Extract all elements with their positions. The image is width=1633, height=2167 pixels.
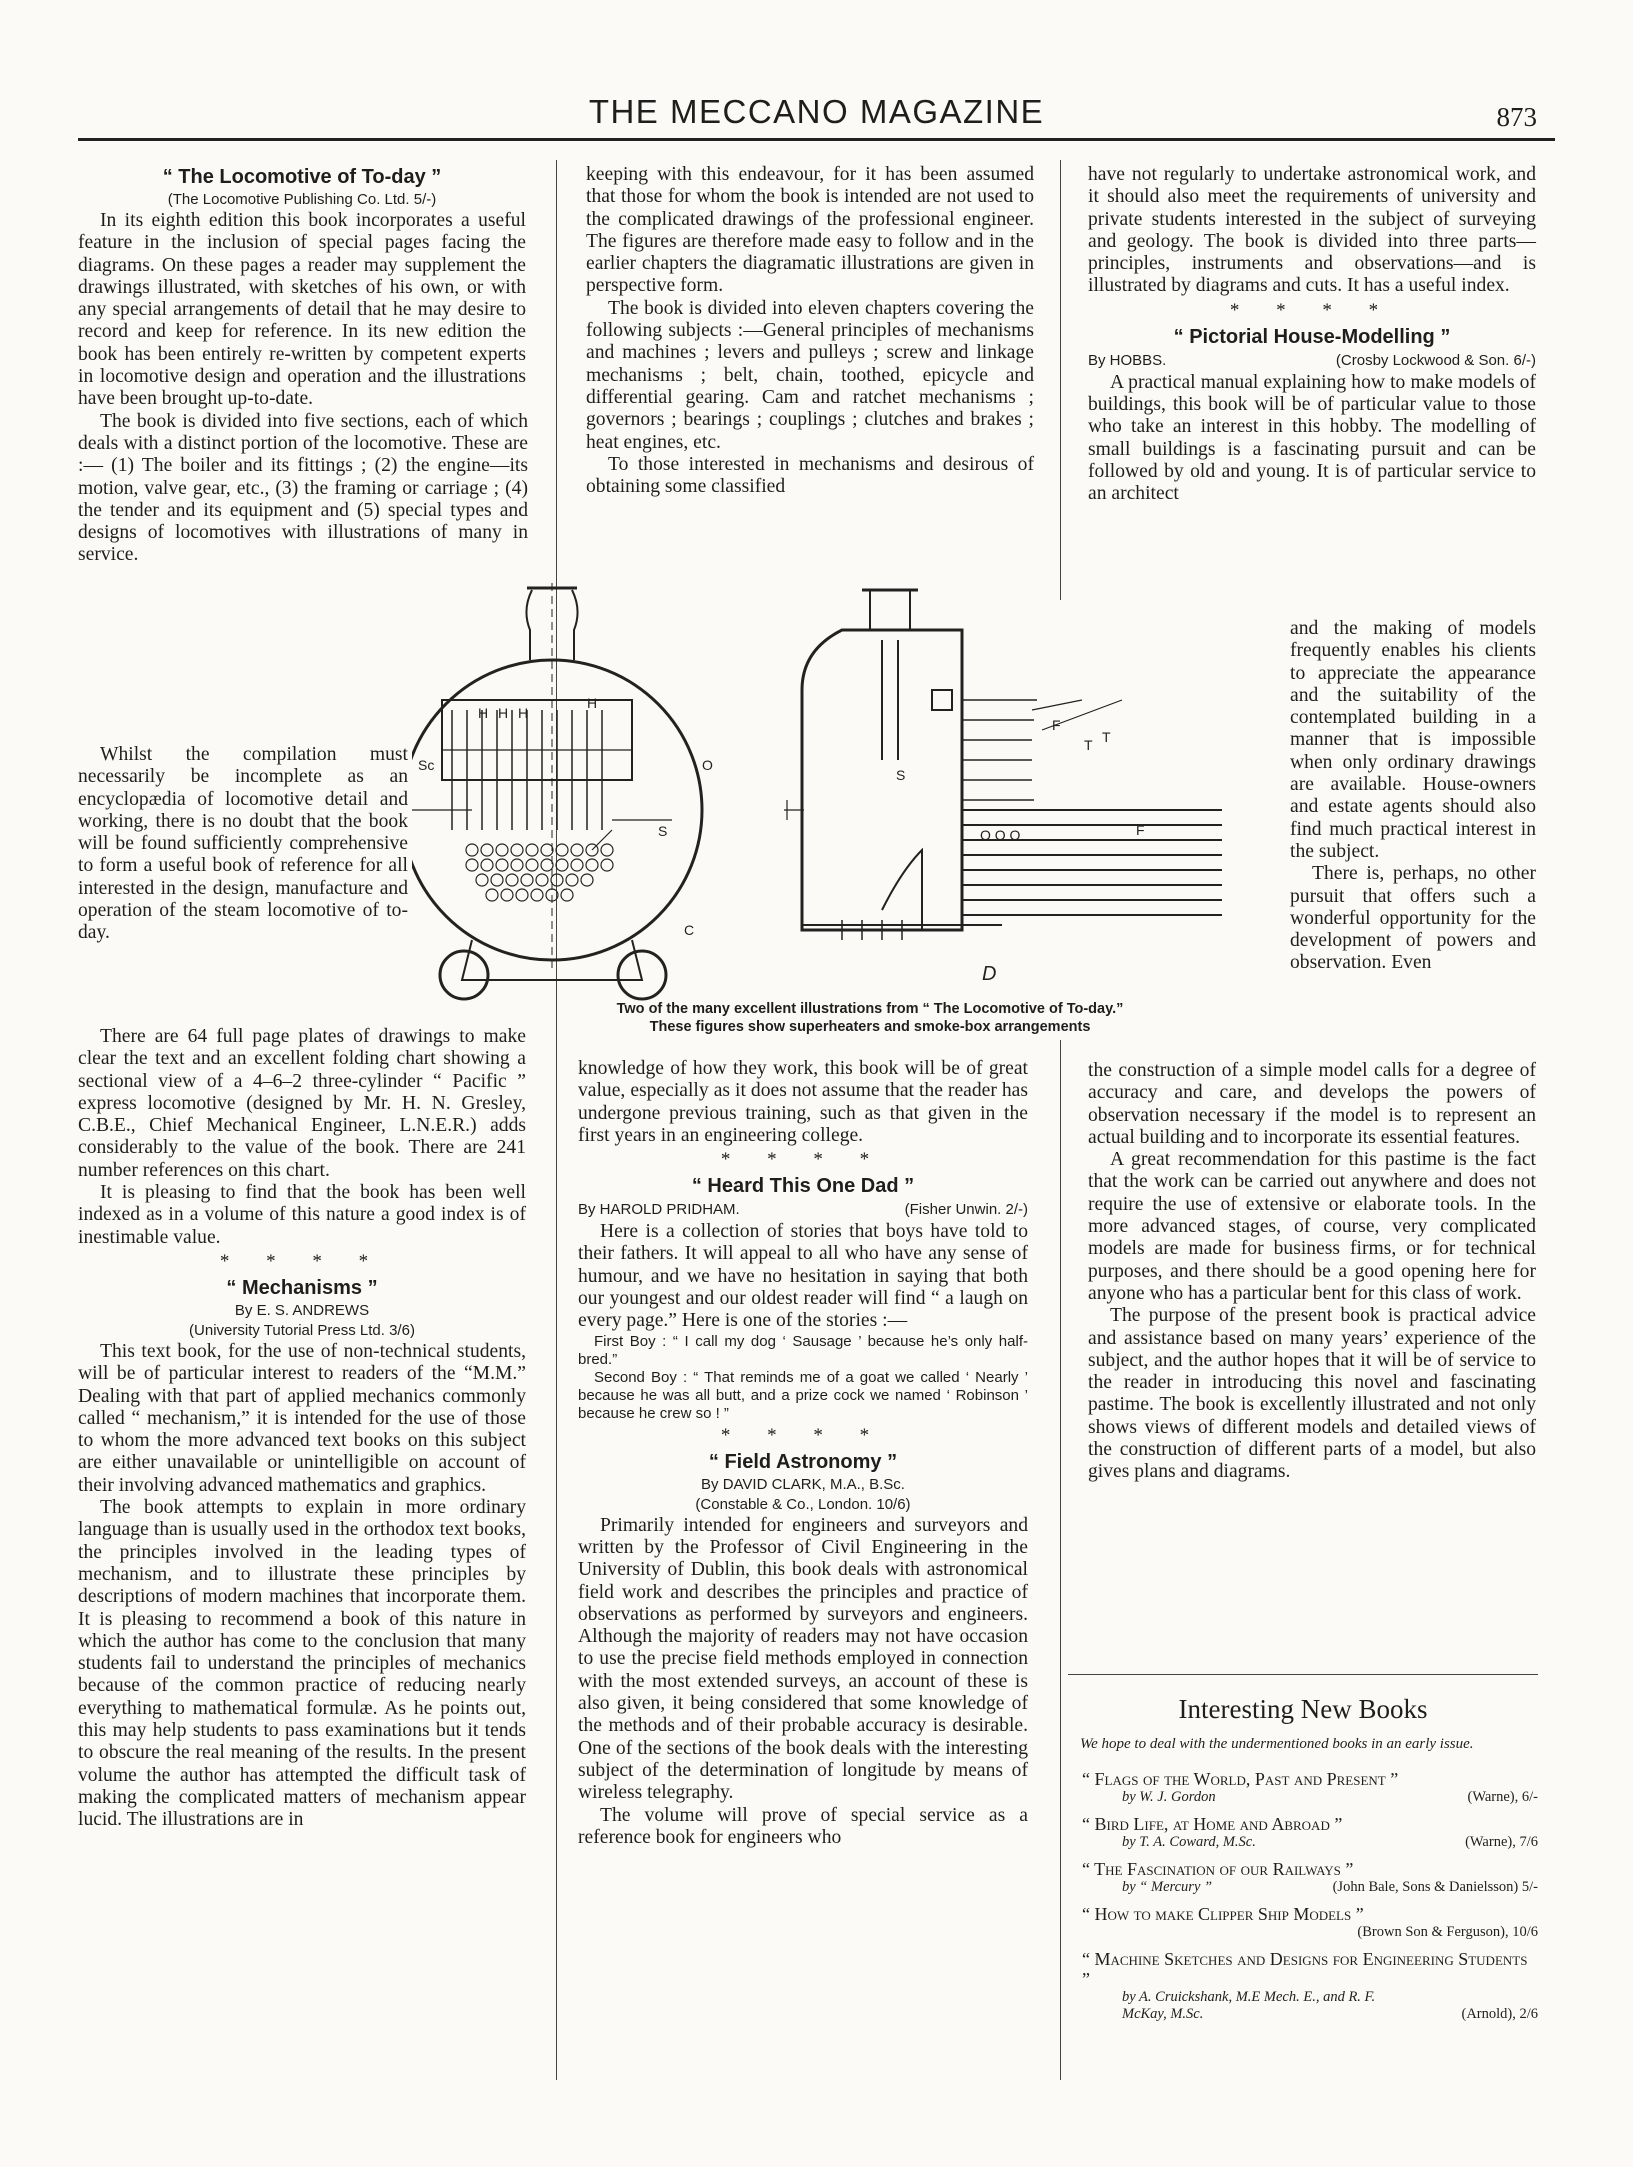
figure-label: F (1052, 717, 1061, 733)
book-publisher: (Brown Son & Ferguson), 10/6 (1357, 1924, 1538, 1940)
locomotive-diagram (412, 580, 1292, 1010)
section-separator: * * * * (720, 1424, 886, 1446)
figure-label: C (684, 922, 695, 938)
paragraph: The book is divided into eleven chapters covering the following subjects :—General principles of mechanisms and machines ; levers and pulleys ; screw and linkage mechanisms ; belt, chain, toothed, epicycle and differential gearing. Cam and ratchet mechanisms ; governors ; bearings ; couplings ; clutches and brakes ; heat engines, etc. (586, 297, 1034, 453)
review-publisher-mechanisms: (University Tutorial Press Ltd. 3/6) (189, 1321, 415, 1339)
book-publisher: (John Bale, Sons & Danielsson) 5/- (1332, 1879, 1538, 1895)
new-books-intro: We hope to deal with the undermentioned books in an early issue. (1080, 1736, 1474, 1752)
figure-label: O O O (980, 827, 1021, 843)
review-publisher-pictorial: (Crosby Lockwood & Son. 6/-) (1335, 351, 1536, 369)
smokebox-cross-section (412, 580, 702, 999)
figure-label: T (1102, 729, 1111, 745)
column-3-wrap-text (1290, 618, 1536, 975)
paragraph: and the making of models frequently enables his clients to appreciate the appearance and the suitability of the contemplated building in a manner that is impossible when only ordinary drawings are available. House-owners and estate agents should also find much practical interest in the subject. (1290, 618, 1536, 862)
figure-label: H (498, 705, 509, 721)
review-title-pictorial: “ Pictorial House-Modelling ” (1173, 325, 1451, 348)
column-1-lower (78, 1026, 526, 1832)
review-publisher-locomotive: (The Locomotive Publishing Co. Ltd. 5/-) (167, 191, 437, 208)
figure-label: Sc (418, 757, 435, 773)
book-title: “ How to make Clipper Ship Models ” (1082, 1904, 1364, 1924)
review-title-heard: “ Heard This One Dad ” (691, 1175, 915, 1198)
review-publisher-field: (Constable & Co., London. 10/6) (695, 1495, 911, 1513)
figure-label: D (982, 963, 997, 985)
section-separator: * * * * (720, 1149, 886, 1171)
paragraph: It is pleasing to find that the book has been well indexed as in a volume of this nature a good index is of inestimable value. (78, 1182, 526, 1248)
book-title: “ Machine Sketches and Designs for Engineering Students ” (1082, 1949, 1528, 1989)
book-title: “ Bird Life, at Home and Abroad ” (1082, 1814, 1343, 1834)
column-3-lower (1088, 1060, 1536, 1484)
smokebox-longitudinal-section (784, 590, 1222, 940)
paragraph: The book is divided into five sections, each of which deals with a distinct portion of the locomotive. These are :— (1) The boiler and its fittings ; (2) the engine—its motion, valve gear, etc., (3) the framing or carriage ; (4) the tender and its equipment and (5) special types and designs of locomotives with illustrations of many in service. (78, 410, 528, 566)
caption-line: These figures show superheaters and smoke-box arrangements (649, 1019, 1091, 1035)
book-entry (1082, 1949, 1538, 2023)
paragraph: The volume will prove of special service as a reference book for engineers who (578, 1804, 1028, 1848)
book-entry (1082, 1769, 1538, 1806)
section-separator: * * * * (1229, 299, 1395, 321)
page-header (78, 92, 1555, 138)
paragraph: The purpose of the present book is practical advice and assistance based on many years’ experience of the subject, and the author hopes that it will be of service to the reader in introducing this novel and fascinating pastime. The book is excellently illustrated and not only shows views of different models and detailed views of the construction of different parts of a model, but also gives plans and diagrams. (1088, 1305, 1536, 1483)
paragraph: the construction of a simple model calls for a degree of accuracy and care, and develops the powers of observation necessary if the model is to represent an actual building and to incorporate its essential features. (1088, 1060, 1536, 1148)
book-author: by “ Mercury ” (1122, 1879, 1213, 1895)
book-author: by T. A. Coward, M.Sc. (1122, 1834, 1256, 1850)
book-title: “ Flags of the World, Past and Present ” (1082, 1769, 1399, 1789)
section-separator: * * * * (219, 1250, 385, 1272)
paragraph: To those interested in mechanisms and desirous of obtaining some classified (586, 453, 1034, 498)
column-divider-2-top (1060, 160, 1061, 600)
figure-label: H (587, 695, 598, 711)
book-entry (1082, 1904, 1538, 1941)
column-2 (586, 164, 1034, 498)
column-2-lower (578, 1058, 1028, 1849)
new-books-title: Interesting New Books (1178, 1694, 1428, 1724)
column-divider-1-bottom (556, 1040, 557, 2080)
paragraph: In its eighth edition this book incorporates a useful feature in the inclusion of special pages facing the diagrams. On these pages a reader may supplement the drawings illustrated, with sketches of his own, or with any special arrangements of detail that he may desire to record and keep for reference. In its new edition the book has been entirely re-written by competent experts in locomotive design and operation and the illustrations have been brought up-to-date. (78, 210, 526, 410)
figure-label: S (896, 767, 906, 783)
review-title-locomotive: “ The Locomotive of To-day ” (162, 166, 442, 188)
review-byline-heard (578, 1199, 1028, 1221)
paragraph: Primarily intended for engineers and surveyors and written by the Professor of Civil Engineering in the University of Dublin, this book deals with astronomical field work and describes the principles and practice of observations as performed by surveyors and engineers. Although the majority of readers may not have occasion to use the precise field methods employed in connection with the most extended surveys, an account of these is also given, it being considered that some knowledge of the methods and of their probable accuracy is desirable. One of the sections of the book deals with the interesting subject of the determination of longitude by means of wireless telegraphy. (578, 1514, 1028, 1804)
paragraph: There is, perhaps, no other pursuit that offers such a wonderful opportunity for the development of powers and observation. Even (1290, 863, 1536, 974)
column-3 (1088, 164, 1536, 506)
review-author-mechanisms: By E. S. ANDREWS (234, 1301, 370, 1319)
paragraph: A practical manual explaining how to make models of buildings, this book will be of particular value to those who take an interest in this hobby. The modelling of small buildings is a fascinating pursuit and can be followed by old and young. It is of particular service to an architect (1088, 371, 1536, 505)
book-author: by A. Cruickshank, M.E Mech. E., and R. F. McKay, M.Sc. (1122, 1989, 1376, 2022)
figure-label: S (658, 823, 668, 839)
column-divider-2-bottom (1060, 1040, 1061, 2080)
story-quote: Second Boy : “ That reminds me of a goat we called ‘ Nearly ’ because he was all butt, and a prize cock we named ‘ Robinson ’ because he crew so ! ” (578, 1368, 1028, 1422)
paragraph: A great recommendation for this pastime is the fact that the work can be carried out anywhere and does not require the use of extensive or elaborate tools. In the more advanced stages, of course, very complicated models are made for business firms, or for technical purposes, and there should be a good opening here for anyone who has a particular bent for this class of work. (1088, 1149, 1536, 1304)
figure-label: H (478, 705, 489, 721)
story-quote: First Boy : “ I call my dog ‘ Sausage ’ because he’s only half-bred.” (578, 1332, 1028, 1368)
figure-label: H (518, 705, 529, 721)
paragraph: Here is a collection of stories that boys have told to their fathers. It will appeal to all who have any sense of humour, and we have no hesitation in saying that both our youngest and our oldest reader will find “ a laugh on every page.” Here is one of the stories :— (578, 1221, 1028, 1332)
review-author-field: By DAVID CLARK, M.A., B.Sc. (701, 1475, 905, 1493)
paragraph: This text book, for the use of non-technical students, will be of particular interest to readers of the “M.M.” Dealing with that part of applied mechanics commonly called “ mechanism,” it is intended for the use of those to whom the more advanced text books on this subject are either unavailable or unintelligible on account of their involving advanced mathematics and graphics. (78, 1340, 526, 1496)
book-publisher: (Warne), 6/- (1467, 1789, 1538, 1805)
paragraph: Whilst the compilation must necessarily be incomplete as an encyclopædia of locomotive detail and working, there is no doubt that the book will be found sufficiently comprehensive to form a useful book of reference for all interested in the design, manufacture and operation of the steam locomotive of to-day. (78, 744, 408, 944)
masthead: THE MECCANO MAGAZINE (588, 93, 1045, 130)
book-publisher: (Arnold), 2/6 (1461, 2006, 1538, 2022)
column-1 (78, 164, 526, 567)
paragraph: keeping with this endeavour, for it has been assumed that those for whom the book is intended are not used to the complicated drawings of the professional engineer. The figures are therefore made easy to follow and in the earlier chapters the diagramatic illustrations are given in perspective form. (586, 164, 1034, 297)
book-entry (1082, 1859, 1538, 1896)
caption-line: Two of the many excellent illustrations from “ The Locomotive of To-day.” (616, 1001, 1124, 1017)
review-publisher-heard: (Fisher Unwin. 2/-) (904, 1201, 1028, 1219)
review-author-heard: By HAROLD PRIDHAM. (578, 1201, 740, 1219)
review-title-field: “ Field Astronomy ” (708, 1450, 898, 1473)
book-title: “ The Fascination of our Railways ” (1082, 1859, 1354, 1879)
paragraph: knowledge of how they work, this book will be of great value, especially as it does not assume that the reader has undergone previous training, such as that given in the first years in an engineering college. (578, 1058, 1028, 1146)
figure-label: F (1136, 822, 1145, 838)
paragraph: have not regularly to undertake astronomical work, and it should also meet the requirements of university and private students interested in the subject of surveying and geology. The book is divided into three parts—principles, instruments and observations—and is illustrated by diagrams and cuts. It has a useful index. (1088, 164, 1536, 297)
header-rule (78, 138, 1555, 141)
column-1-wrap-text (78, 744, 408, 945)
figure-label: T (1084, 737, 1093, 753)
figure-caption (520, 1000, 1220, 1036)
book-author: by W. J. Gordon (1122, 1789, 1216, 1805)
review-title-mechanisms: “ Mechanisms ” (226, 1276, 378, 1299)
book-entry (1082, 1814, 1538, 1851)
book-publisher: (Warne), 7/6 (1465, 1834, 1538, 1850)
review-author-pictorial: By HOBBS. (1088, 351, 1167, 369)
new-books-box (1068, 1674, 1538, 2031)
review-byline-pictorial (1088, 350, 1536, 372)
paragraph: The book attempts to explain in more ordinary language than is usually used in the orthodox text books, the principles involved in the leading types of mechanism, and to illustrate these principles by descriptions of modern machines that incorporate them. It is pleasing to recommend a book of this nature in which the author has come to the conclusion that many students fail to understand the principles of mechanics because of the common practice of reducing nearly everything to mathematical formulæ. As he points out, this may help students to pass examinations but it tends to obscure the real meaning of the results. In the present volume the author has attempted the difficult task of making the complicated matters of mechanism appear lucid. The illustrations are in (78, 1497, 526, 1831)
page-number: 873 (1496, 102, 1537, 132)
figure-label: O (702, 757, 713, 773)
paragraph: There are 64 full page plates of drawings to make clear the text and an excellent folding chart showing a sectional view of a 4–6–2 three-cylinder “ Pacific ” express locomotive (designed by Mr. H. N. Gresley, C.B.E., Chief Mechanical Engineer, L.N.E.R.) adds considerably to the value of the book. There are 241 number references on this chart. (78, 1026, 526, 1181)
